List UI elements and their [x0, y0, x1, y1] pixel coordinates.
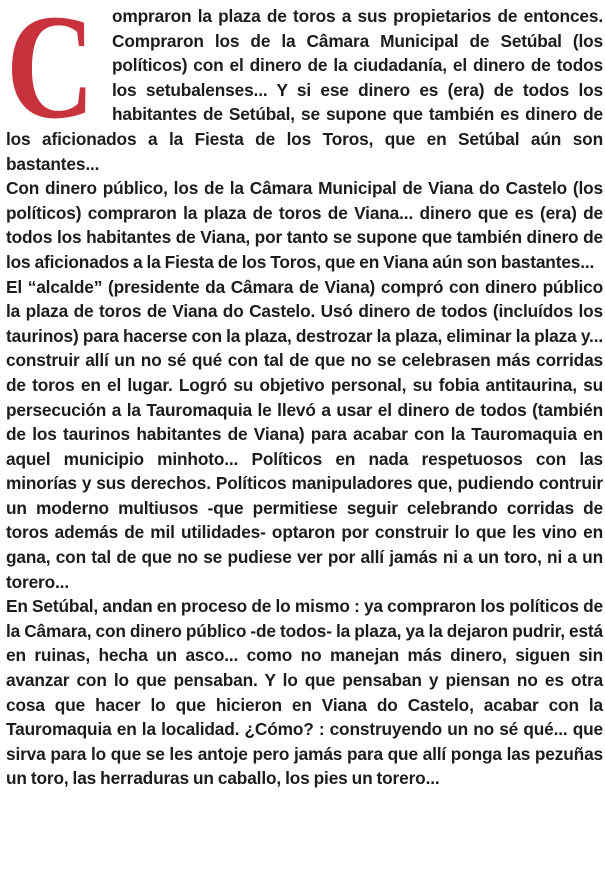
paragraph-2: Con dinero público, los de la Câmara Municipal de Viana do Castelo (los políticos) compraron la plaza de toros de Viana... dinero que es (era) de todos los habitantes de Viana, por tanto se supone que también dinero de los aficionados a la Fiesta de los Toros, que en Viana aún son bastantes...: [6, 178, 603, 272]
paragraph-3: El “alcalde” (presidente da Câmara de Viana) compró con dinero público la plaza de toros de Viana do Castelo. Usó dinero de todos (incluídos los taurinos) para hacerse con la plaza, destrozar la plaza, eliminar la plaza y... construir allí un no sé qué con tal de que no se celebrasen más corridas de toros en el lugar. Logró su objetivo personal, su fobia antitaurina, su persecución a la Tauromaquia le llevó a usar el dinero de todos (también de los taurinos habitantes de Viana) para acabar con la Tauromaquia en aquel municipio minhoto... Políticos en nada respetuosos con las minorías y sus derechos. Políticos manipuladores que, pudiendo contruir un moderno multiusos -que permitiese seguir celebrando corridas de toros además de mil utilidades- optaron por construir lo que les vino en gana, con tal de que no se pudiese ver por allí jamás ni a un toro, ni a un torero...: [6, 276, 603, 592]
paragraph-1-text: ompraron la plaza de toros a sus propietarios de entonces. Compraron los de la Câmara Municipal de Setúbal (los políticos) con el dinero de la ciudadanía, el dinero de todos los setubalenses... Y si ese dinero es (era) de todos los habitantes de Setúbal, se supone que también es dinero de los aficionados a la Fiesta de los Toros, que en Setúbal aún son bastantes...: [6, 6, 603, 174]
paragraph-1: [6, 0, 603, 176]
drop-cap-letter: C: [6, 0, 95, 150]
paragraph-4: En Setúbal, andan en proceso de lo mismo : ya compraron los políticos de la Câmara, con dinero público -de todos- la plaza, ya la dejaron pudrir, está en ruinas, hecha un asco... como no manejan más dinero, siguen sin avanzar con lo que pensaban. Y lo que pensaban y piensan no es otra cosa que hacer lo que hicieron en Viana do Castelo, acabar con la Tauromaquia en la localidad. ¿Cómo? : construyendo un no sé qué... que sirva para lo que se les antoje pero jamás para que allí ponga las pezuñas un toro, las herraduras un caballo, los pies un torero...: [6, 596, 603, 789]
